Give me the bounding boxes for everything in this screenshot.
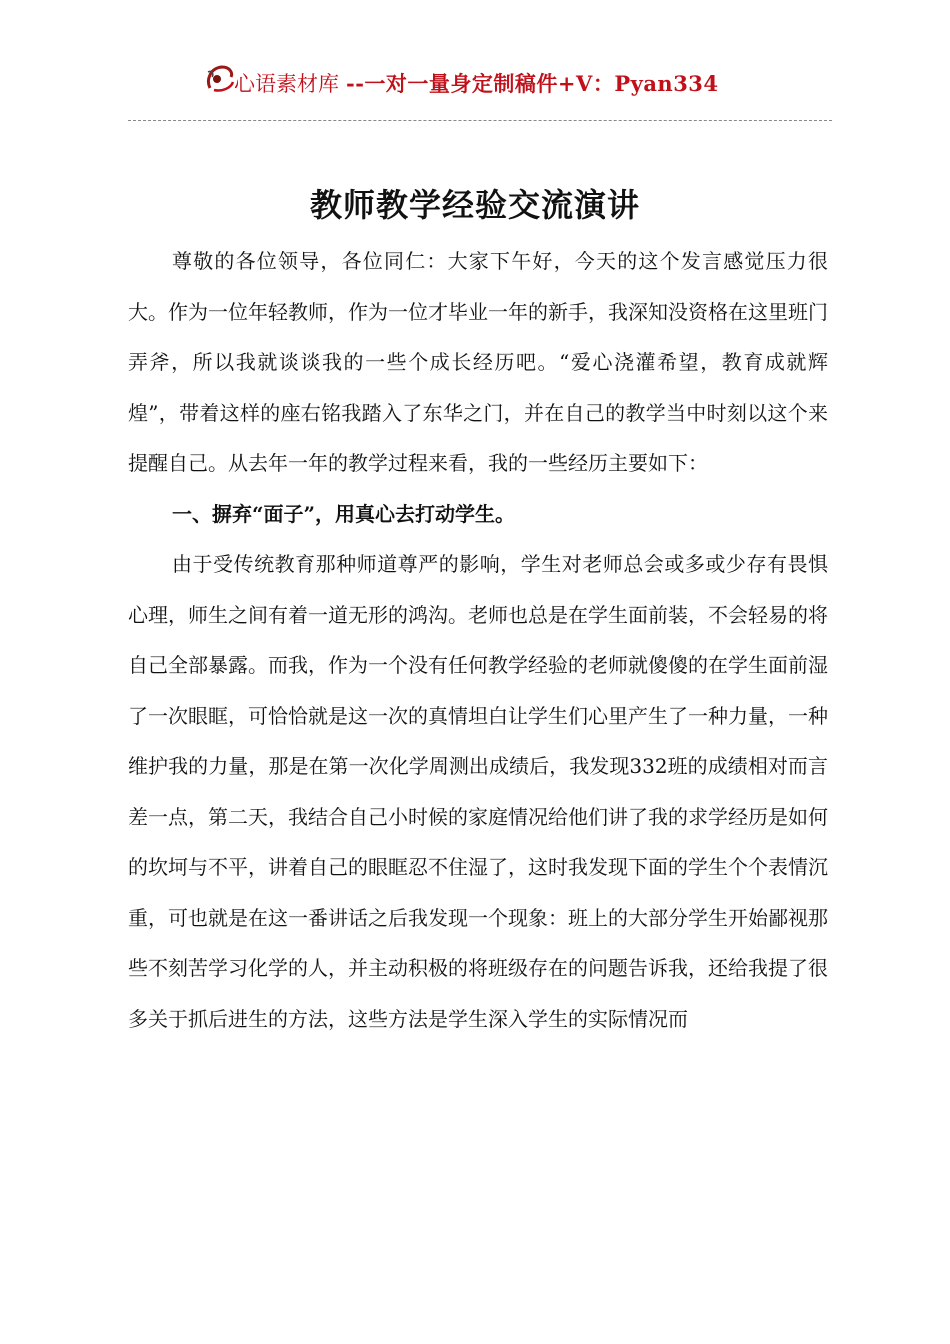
intro-paragraph: 尊敬的各位领导，各位同仁：大家下午好，今天的这个发言感觉压力很大。作为一位年轻教师，作为一位才毕业一年的新手，我深知没资格在这里班门弄斧，所以我就谈谈我的一些个成长经历吧。“爱心浇灌希望，教育成就辉煌”，带着这样的座右铭我踏入了东华之门，并在自己的教学当中时刻以这个来提醒自己。从去年一年的教学过程来看，我的一些经历主要如下： [128,249,828,475]
document-body [128,236,828,1044]
document-title: 教师教学经验交流演讲 [309,186,640,224]
brand-logo-icon [204,62,236,96]
brand-name: 心语素材库 [234,72,339,96]
section-paragraph-1: 由于受传统教育那种师道尊严的影响，学生对老师总会或多或少存有畏惧心理，师生之间有着一道无形的鸿沟。老师也总是在学生面前装，不会轻易的将自己全部暴露。而我，作为一个没有任何教学经验的老师就傻傻的在学生面前湿了一次眼眶，可恰恰就是这一次的真情坦白让学生们心里产生了一种力量，一种维护我的力量，那是在第一次化学周测出成绩后，我发现332班的成绩相对而言差一点，第二天，我结合自己小时候的家庭情况给他们讲了我的求学经历是如何的坎坷与不平，讲着自己的眼眶忍不住湿了，这时我发现下面的学生个个表情沉重，可也就是在这一番讲话之后我发现一个现象：班上的大部分学生开始鄙视那些不刻苦学习化学的人，并主动积极的将班级存在的问题告诉我，还给我提了很多关于抓后进生的方法，这些方法是学生深入学生的实际情况而 [128,552,828,1031]
page-header [128,58,832,121]
section-heading-1: 一、摒弃“面子”，用真心去打动学生。 [172,501,516,526]
header-tagline: --一对一量身定制稿件+V：Pyan334 [346,71,719,96]
